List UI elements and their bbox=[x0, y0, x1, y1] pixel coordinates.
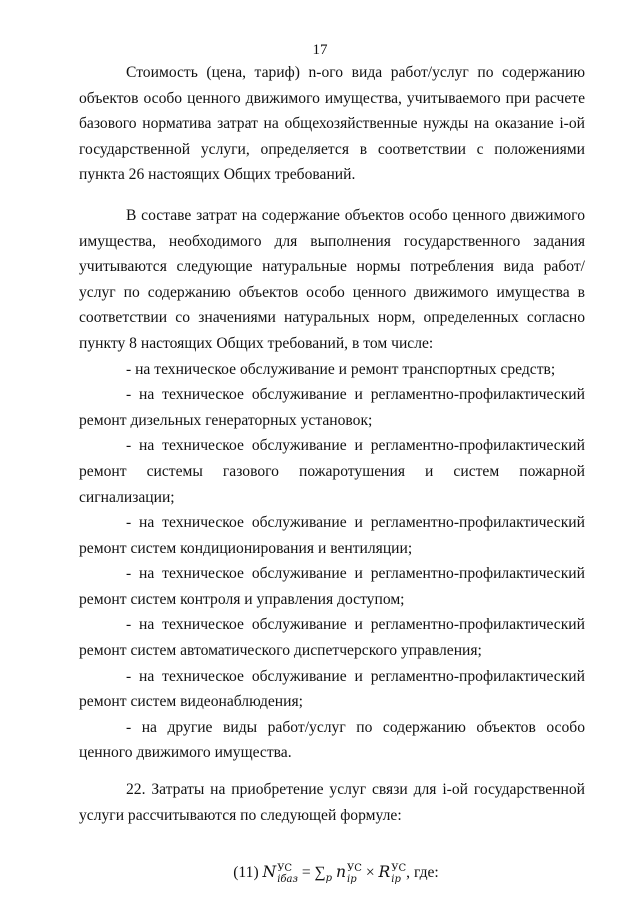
formula-term1-symbol: n bbox=[335, 863, 347, 882]
formula-11 bbox=[79, 859, 585, 892]
formula-equals: = bbox=[301, 864, 311, 882]
formula-term2-sup: УС bbox=[391, 862, 407, 874]
list-item: - на техническое обслуживание и регламентно-профилактический ремонт систем кондиционирования и вентиляции; bbox=[79, 514, 585, 557]
formula-tail: , где: bbox=[406, 864, 439, 882]
list-item: - на техническое обслуживание и регламентно-профилактический ремонт системы газового пожаротушения и систем пожарной сигнализации; bbox=[79, 437, 585, 506]
formula-term2-indices bbox=[391, 863, 406, 885]
formula-lhs-indices bbox=[277, 863, 298, 885]
formula-term2-sub: ip bbox=[391, 873, 401, 885]
formula-term1-sub: ip bbox=[347, 873, 357, 885]
formula-term2-symbol: R bbox=[378, 863, 391, 882]
formula-lhs-sub: iбаз bbox=[277, 873, 298, 885]
list-item: - на другие виды работ/услуг по содержанию объектов особо ценного движимого имущества. bbox=[79, 718, 585, 762]
formula-lhs-symbol: N bbox=[262, 863, 277, 882]
formula-term1-indices bbox=[347, 863, 362, 885]
paragraph-section-22: 22. Затраты на приобретение услуг связи для i-ой государственной услуги рассчитываются по следующей формуле: bbox=[79, 781, 585, 824]
paragraph-intro: Стоимость (цена, тариф) n-ого вида работ/услуг по содержанию объектов особо ценного движимого имущества, учитываемого при расчете базового норматива затрат на общехозяйственные нужды на оказание i-ой государственной услуги, определяется в соответствии с положениями пункта 26 настоящих Общих требований. bbox=[79, 64, 585, 184]
paragraph-composition: В составе затрат на содержание объектов особо ценного движимого имущества, необходимого для выполнения государственного задания учитываются следующие натуральные нормы потребления вида работ/услуг по содержанию объектов особо ценного движимого имущества в соответствии со значениями натуральных норм, определенных согласно пункту 8 настоящих Общих требований, в том числе: bbox=[79, 206, 585, 352]
list-item: - на техническое обслуживание и регламентно-профилактический ремонт дизельных генераторных установок; bbox=[79, 386, 585, 429]
list-item: - на техническое обслуживание и регламентно-профилактический ремонт систем видеонаблюдения; bbox=[79, 667, 585, 711]
document-body bbox=[79, 60, 585, 892]
formula-lhs-sup: УС bbox=[277, 862, 293, 874]
list-item: - на техническое обслуживание и ремонт транспортных средств; bbox=[126, 360, 556, 378]
formula-number: (11) bbox=[233, 864, 259, 882]
formula-term1-sup: УС bbox=[347, 862, 362, 874]
formula-sum-index: p bbox=[325, 873, 333, 885]
norms-list bbox=[79, 357, 585, 767]
formula-sum-symbol: ∑ bbox=[314, 864, 326, 882]
list-item: - на техническое обслуживание и регламентно-профилактический ремонт систем контроля и управления доступом; bbox=[79, 565, 585, 608]
list-item: - на техническое обслуживание и регламентно-профилактический ремонт систем автоматического диспетчерского управления; bbox=[79, 616, 585, 660]
page-number: 17 bbox=[312, 42, 328, 58]
formula-times: × bbox=[365, 864, 375, 882]
